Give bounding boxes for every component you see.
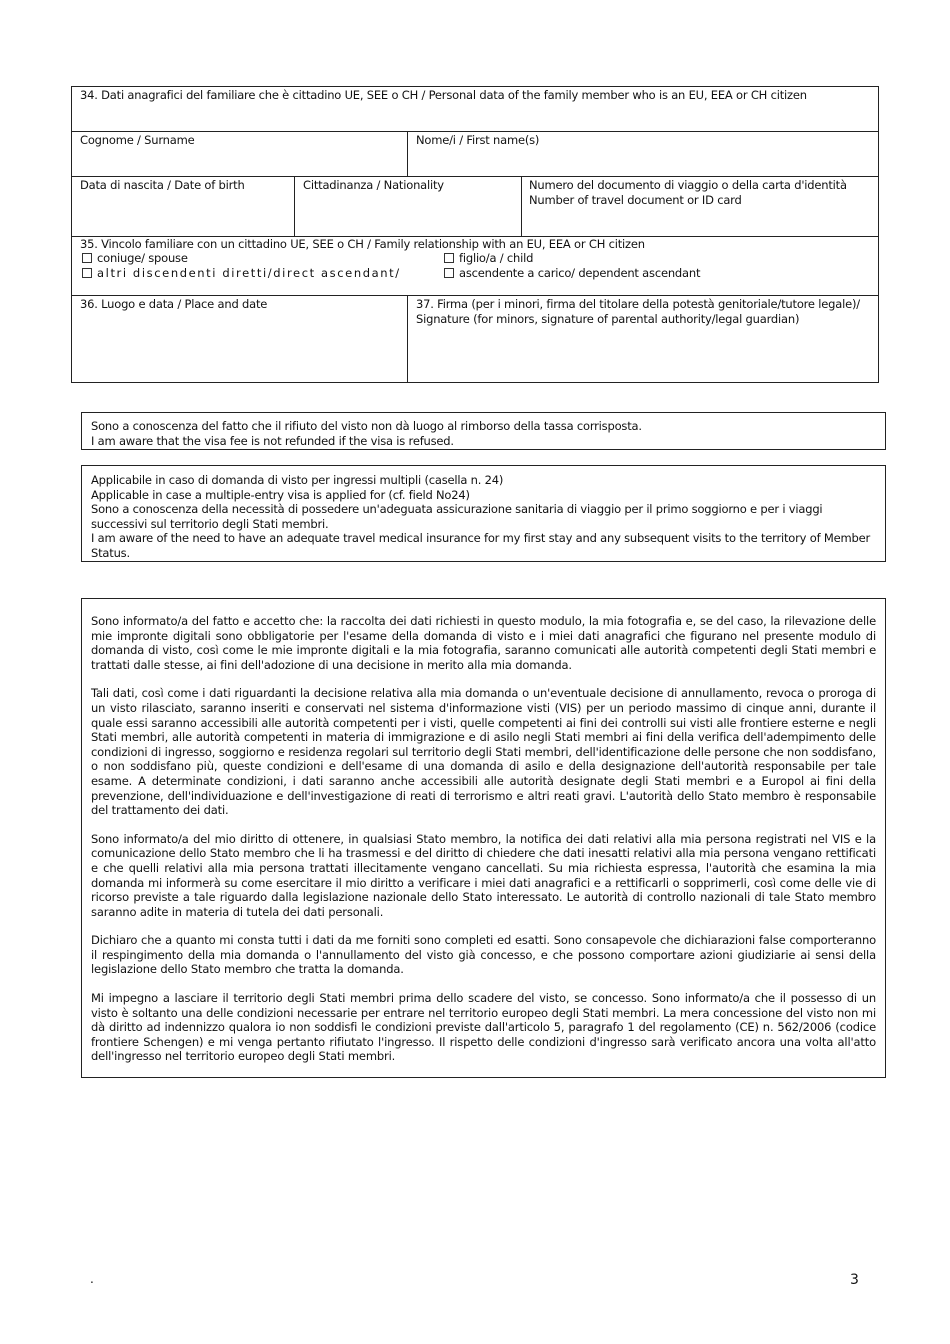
relationship-label: ascendente a carico/ dependent ascendant xyxy=(459,266,701,280)
signature-label: 37. Firma (per i minori, firma del titolare della potestà genitoriale/tutore legale)/ xyxy=(416,297,860,311)
signature-field[interactable] xyxy=(408,296,878,383)
family-member-form xyxy=(71,86,879,383)
first-name-label: Nome/i / First name(s) xyxy=(416,133,540,147)
surname-label: Cognome / Surname xyxy=(80,133,195,147)
checkbox[interactable] xyxy=(82,268,92,278)
visa-fee-notice-it: Sono a conoscenza del fatto che il rifiuto del visto non dà luogo al rimborso della tassa corrisposta. xyxy=(91,419,642,433)
footer-dot: . xyxy=(90,1272,94,1286)
declaration-box xyxy=(81,598,886,1078)
declaration-paragraph: Sono informato/a del fatto e accetto che: la raccolta dei dati richiesti in questo modulo, la mia fotografia e, se del caso, la rilevazione delle mie impronte digitali sono obbligatorie per l'esame della domanda di visto e i miei dati anagrafici che figurano nel presente modulo di domanda di visto, così come le mie impronte digitali e la mia fotografia, saranno comunicati alle autorità competenti degli Stati membri e trattati dalle stesse, ai fini dell'adozione di una decisione in merito alla mia domanda. xyxy=(91,614,876,672)
first-name-field[interactable] xyxy=(408,132,878,176)
surname-field[interactable] xyxy=(72,132,407,176)
birth-date-field[interactable] xyxy=(72,177,294,236)
relationship-option[interactable] xyxy=(82,251,188,266)
birth-date-label: Data di nascita / Date of birth xyxy=(80,178,245,192)
relationship-option[interactable] xyxy=(444,251,533,266)
declaration-paragraph: Tali dati, così come i dati riguardanti la decisione relativa alla mia domanda o un'eventuale decisione di annullamento, revoca o proroga di un visto rilasciato, saranno inseriti e conservati nel sistema d'informazione visti (VIS) per un periodo massimo di cinque anni, durante il quale essi saranno accessibili alle autorità competenti per i visti, quelle competenti ai fini dei controlli sui visti alle frontiere esterne e negli Stati membri, alle autorità competenti in materia di immigrazione e di asilo negli Stati membri ai fini della verifica dell'adempimento delle condizioni di ingresso, soggiorno e residenza regolari sul territorio degli Stati membri, dell'identificazione delle persone che non soddisfano, o non soddisfano più, queste condizioni e dell'esame di una domanda di asilo e della designazione dell'autorità responsabile per tale esame. A determinate condizioni, i dati saranno anche accessibili alle autorità designate degli Stati membri e a Europol ai fini della prevenzione, dell'individuazione e dell'investigazione di reati di terrorismo e altri reati gravi. L'autorità dello Stato membro è responsabile del trattamento dei dati. xyxy=(91,686,876,818)
relationship-option[interactable] xyxy=(444,266,700,281)
checkbox[interactable] xyxy=(444,253,454,263)
nationality-field[interactable] xyxy=(295,177,521,236)
place-date-label: 36. Luogo e data / Place and date xyxy=(80,297,268,311)
document-number-label-en: Number of travel document or ID card xyxy=(529,193,742,207)
checkbox[interactable] xyxy=(444,268,454,278)
place-date-field[interactable] xyxy=(72,296,407,383)
relationship-option[interactable] xyxy=(82,266,401,281)
field-34-label: 34. Dati anagrafici del familiare che è cittadino UE, SEE o CH / Personal data of the family member who is an EU, EEA or CH citizen xyxy=(80,88,807,102)
declaration-paragraph: Mi impegno a lasciare il territorio degli Stati membri prima dello scadere del visto, se concesso. Sono informato/a che il possesso di un visto è soltanto una delle condizioni necessarie per entrare nel territorio europeo degli Stati membri. La mera concessione del visto non mi dà diritto ad indennizzo qualora io non soddisfi le condizioni previste dall'articolo 5, paragrafo 1 del regolamento (CE) n. 562/2006 (codice frontiere Schengen) e mi venga pertanto rifiutato l'ingresso. Il rispetto delle condizioni d'ingresso sarà verificato ancora una volta all'atto dell'ingresso nel territorio europeo degli Stati membri. xyxy=(91,991,876,1064)
multiple-entry-line: Applicable in case a multiple-entry visa is applied for (cf. field No24) xyxy=(91,487,470,502)
visa-fee-notice xyxy=(81,412,886,450)
signature-label-en: Signature (for minors, signature of parental authority/legal guardian) xyxy=(416,312,800,326)
checkbox[interactable] xyxy=(82,253,92,263)
visa-fee-notice-en: I am aware that the visa fee is not refunded if the visa is refused. xyxy=(91,433,454,448)
nationality-label: Cittadinanza / Nationality xyxy=(303,178,444,192)
insurance-notice-en: I am aware of the need to have an adequate travel medical insurance for my first stay and any subsequent visits to the territory of Member Status. xyxy=(91,531,870,560)
document-number-field[interactable] xyxy=(522,177,878,236)
declaration-paragraph: Dichiaro che a quanto mi consta tutti i dati da me forniti sono completi ed esatti. Sono consapevole che dichiarazioni false comporteranno il respingimento della mia domanda o l'annullamento del visto già concesso, e che possono comportare azioni giudiziarie ai sensi della legislazione dello Stato membro che tratta la domanda. xyxy=(91,933,876,977)
insurance-notice-it: Sono a conoscenza della necessità di possedere un'adeguata assicurazione sanitaria di viaggio per il primo soggiorno e per i viaggi successivi sul territorio degli Stati membri. xyxy=(91,502,823,531)
relationship-label: altri discendenti diretti/direct ascendant/ xyxy=(97,266,401,280)
multiple-entry-line: Applicabile in caso di domanda di visto per ingressi multipli (casella n. 24) xyxy=(91,473,504,487)
relationship-label: figlio/a / child xyxy=(459,251,534,265)
document-number-label: Numero del documento di viaggio o della carta d'identità xyxy=(529,178,847,192)
field-35-label: 35. Vincolo familiare con un cittadino UE, SEE o CH / Family relationship with an EU, EEA or CH citizen xyxy=(80,237,645,251)
multiple-entry-notice xyxy=(81,465,886,562)
page-number: 3 xyxy=(850,1272,859,1288)
relationship-label: coniuge/ spouse xyxy=(97,251,188,265)
declaration-paragraph: Sono informato/a del mio diritto di ottenere, in qualsiasi Stato membro, la notifica dei dati relativi alla mia persona registrati nel VIS e la comunicazione dello Stato membro che li ha trasmessi e del diritto di chiedere che dati inesatti relativi alla mia persona vengano rettificati e che quelli relativi alla mia persona trattati illecitamente vengano cancellati. Su mia richiesta espressa, l'autorità che esamina la mia domanda mi informerà su come esercitare il mio diritto a verificare i miei dati anagrafici e a rettificarli o sopprimerli, così come delle vie di ricorso previste a tale riguardo dalla legislazione nazionale dello Stato interessato. Le autorità di controllo nazionali di tale Stato membro saranno adite in materia di tutela dei dati personali. xyxy=(91,831,876,919)
